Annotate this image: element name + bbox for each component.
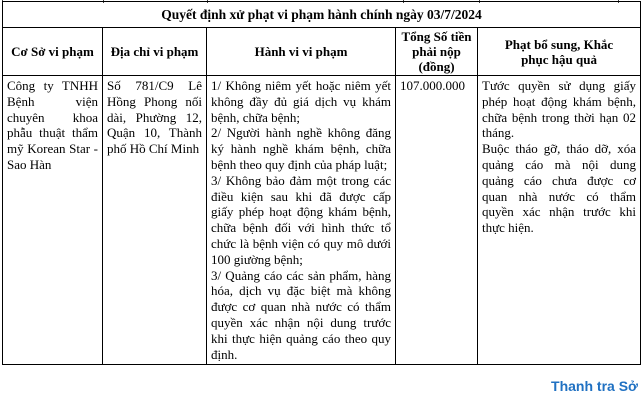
additional-penalty-1: Tước quyền sử dụng giấy phép hoạt động khám bệnh, chữa bệnh trong thời hạn 02 tháng. <box>482 78 637 141</box>
violation-item-2: 2/ Người hành nghề không đăng ký hành nghề khám bệnh, chữa bệnh theo quy định của pháp luật; <box>211 125 391 172</box>
cell-tong-so-tien <box>396 76 478 365</box>
table-title-row <box>3 2 641 28</box>
cell-dia-chi-vi-pham <box>103 76 207 365</box>
cell-co-so-vi-pham <box>3 76 103 365</box>
additional-penalty-2: Buộc tháo gỡ, tháo dỡ, xóa quảng cáo mà nội dung quảng cáo chưa được cơ quan nhà nước có thẩm quyền xác nhận trước khi thực hiện. <box>482 141 637 236</box>
column-header-tong-so-tien: Tổng Số tiền phải nộp (đồng) <box>396 28 478 76</box>
thanh-tra-so-link[interactable]: Thanh tra Sở <box>551 378 638 394</box>
table-title: Quyết định xử phạt vi phạm hành chính ngày 03/7/2024 <box>3 2 641 28</box>
column-header-hanh-vi-vi-pham: Hành vi vi phạm <box>207 28 396 76</box>
column-header-phat-bo-sung: Phạt bổ sung, Khắc phục hậu quả <box>478 28 641 76</box>
table-header-row <box>3 28 641 76</box>
cell-hanh-vi-vi-pham <box>207 76 396 365</box>
table-row <box>3 76 641 365</box>
violation-decision-table <box>2 1 641 365</box>
violation-item-4: 3/ Quảng cáo các sản phẩm, hàng hóa, dịch vụ đặc biệt mà không được cơ quan nhà nước có thẩm quyền xác nhận nội dung trước khi thực hiện quảng cáo theo quy định. <box>211 267 391 362</box>
column-header-dia-chi-vi-pham: Địa chỉ vi phạm <box>103 28 207 76</box>
violation-item-3: 3/ Không bảo đảm một trong các điều kiện sau khi đã được cấp giấy phép hoạt động khám bệnh, chữa bệnh đối với hình thức tổ chức là bệnh viện có quy mô dưới 100 giường bệnh; <box>211 172 391 267</box>
cell-phat-bo-sung <box>478 76 641 365</box>
violation-address: Số 781/C9 Lê Hồng Phong nối dài, Phường 12, Quận 10, Thành phố Hồ Chí Minh <box>107 78 202 157</box>
column-header-co-so-vi-pham: Cơ Sở vi phạm <box>3 28 103 76</box>
penalty-amount: 107.000.000 <box>400 78 465 93</box>
violation-item-1: 1/ Không niêm yết hoặc niêm yết không đầy đủ giá dịch vụ khám bệnh, chữa bệnh; <box>211 78 391 125</box>
violating-facility-name: Công ty TNHH Bệnh viện chuyên khoa phẫu thuật thẩm mỹ Korean Star - Sao Hàn <box>7 78 98 172</box>
